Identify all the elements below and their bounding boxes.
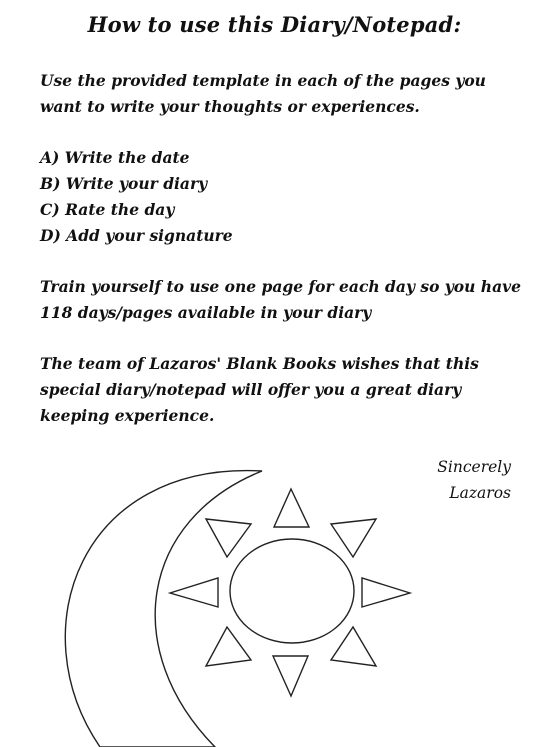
signoff-name: Lazaros [449, 484, 511, 502]
signoff-closing: Sincerely [437, 458, 511, 476]
training-line: Train yourself to use one page for each day so you have [40, 277, 521, 296]
sun-icon [170, 489, 410, 696]
sun-ray-bottom-right [331, 627, 376, 666]
intro-line: want to write your thoughts or experiences. [40, 97, 420, 116]
sun-ray-top-left [206, 519, 251, 557]
step-item-rate: C) Rate the day [40, 200, 175, 219]
training-line: 118 days/pages available in your diary [40, 303, 372, 322]
team-message-line: special diary/notepad will offer you a great diary [40, 380, 462, 399]
page-title: How to use this Diary/Notepad: [87, 12, 462, 37]
step-item-signature: D) Add your signature [40, 226, 233, 245]
sun-ray-right [362, 578, 410, 607]
sun-ray-bottom-left [206, 627, 251, 666]
crescent-moon-icon [65, 471, 262, 747]
step-item-date: A) Write the date [40, 148, 190, 167]
sun-ray-top [274, 489, 309, 527]
team-message-line: The team of Lazaros' Blank Books wishes that this [40, 354, 479, 373]
intro-line: Use the provided template in each of the pages you [40, 71, 486, 90]
sun-ray-bottom [273, 656, 308, 696]
sun-disc [230, 539, 354, 643]
sun-ray-top-right [331, 519, 376, 557]
step-item-diary: B) Write your diary [40, 174, 208, 193]
team-message-line: keeping experience. [40, 406, 215, 425]
sun-ray-left [170, 578, 218, 607]
